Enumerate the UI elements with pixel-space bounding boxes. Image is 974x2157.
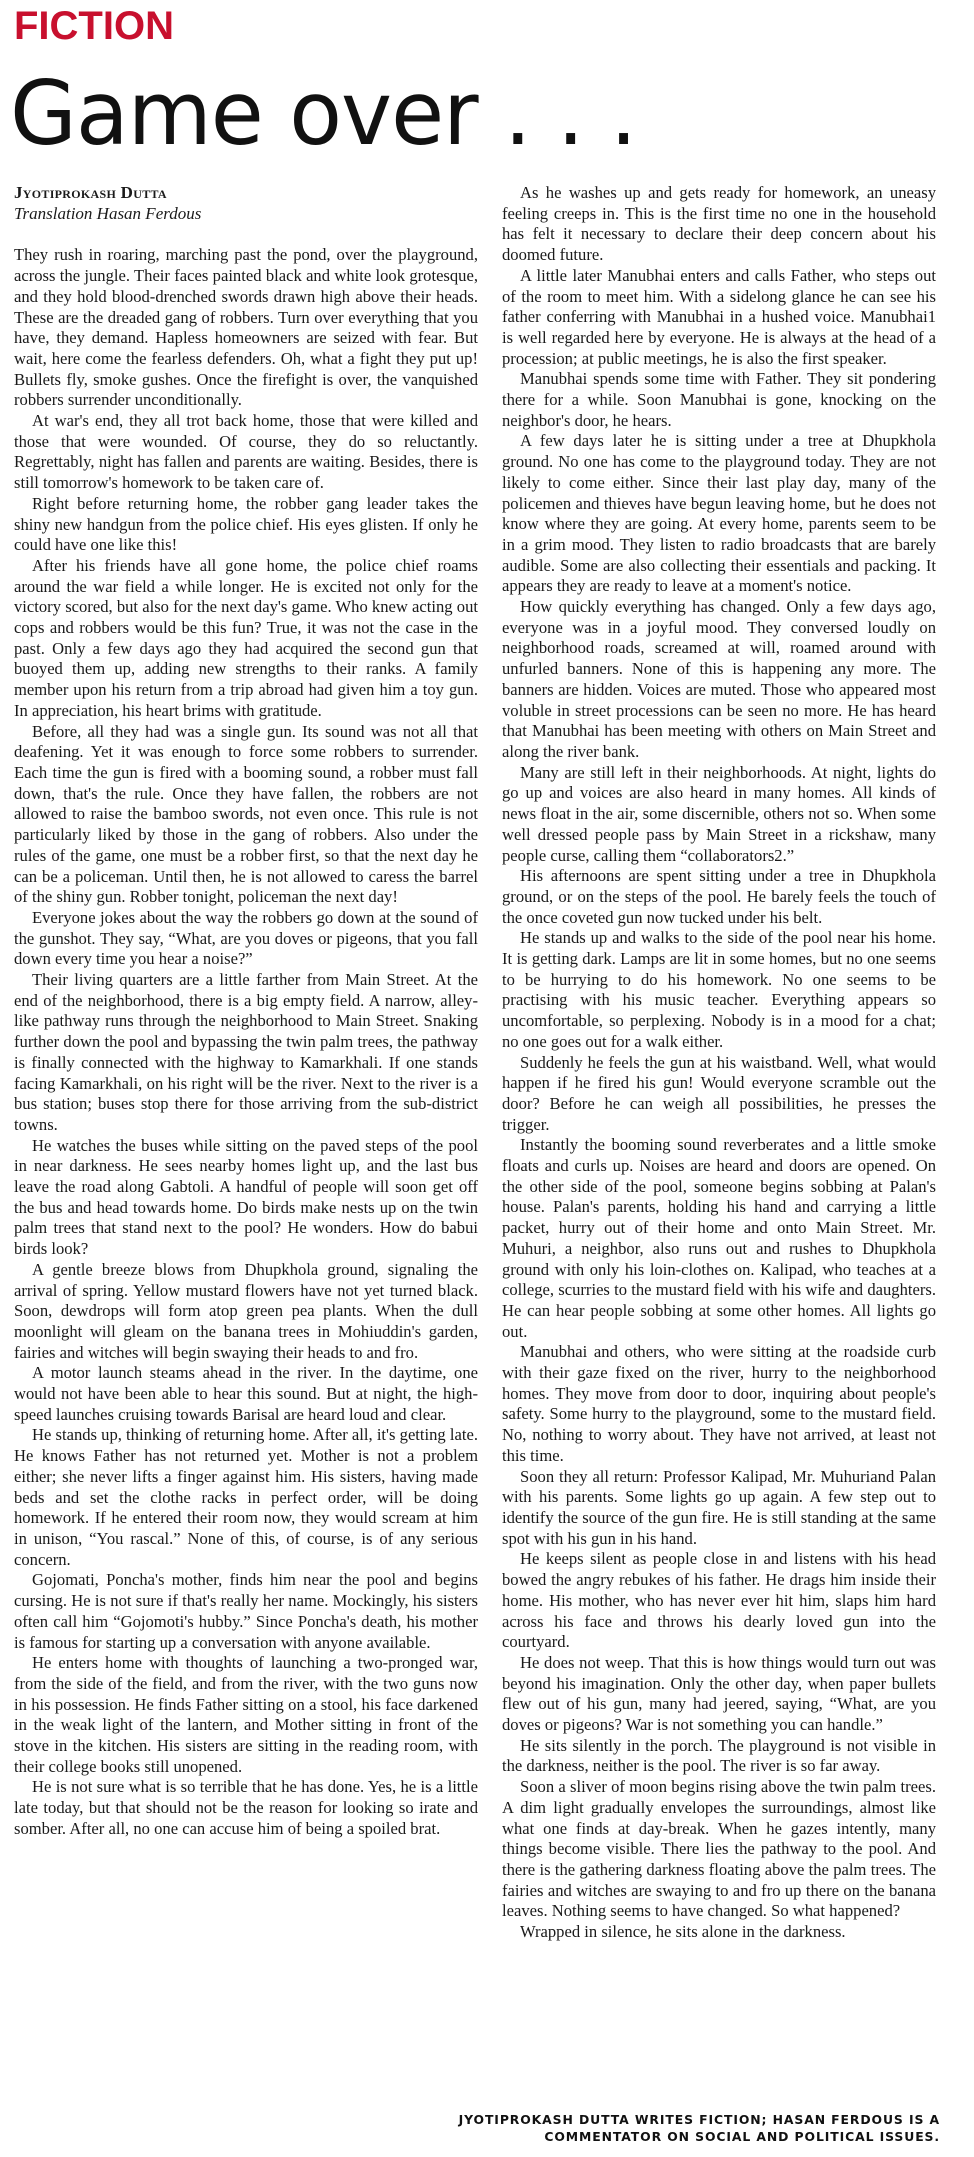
paragraph: He is not sure what is so terrible that he has done. Yes, he is a little late today, but that should not be the reason for looking so irate and somber. After all, no one can accuse him of being a spoiled brat. [14,1777,478,1838]
paragraph: Right before returning home, the robber gang leader takes the shiny new handgun from the police chief. His eyes glisten. If only he could have one like this! [14,493,478,555]
left-column [14,183,478,1840]
paragraph: Soon they all return: Professor Kalipad, Mr. Muhuriand Palan with his parents. Some lights go up again. A few step out to identify the source of the gun fire. He is still standing at the same spot with his gun in his hand. [502,1466,936,1548]
paragraph: He sits silently in the porch. The playground is not visible in the darkness, neither is the pool. The river is so far away. [502,1735,936,1776]
paragraph: At war's end, they all trot back home, those that were killed and those that were wounded. Of course, they do so reluctantly. Regrettably, night has fallen and parents are waiting. Besides, there is still tomorrow's homework to be taken care of. [14,411,478,493]
paragraph: His afternoons are spent sitting under a tree in Dhupkhola ground, or on the steps of the pool. He barely feels the touch of the once coveted gun now tucked under his belt. [502,866,936,927]
paragraph: A few days later he is sitting under a tree at Dhupkhola ground. No one has come to the playground today. They are not likely to come either. Since their last play day, many of the policemen and thieves have begun leaving home, but he does not know where they are going. At every home, parents seem to be in a grim mood. They listen to radio broadcasts that are barely audible. Some are also collecting their essentials and packing. It appears they are ready to leave at a moment's notice. [502,431,936,596]
right-column-body [502,183,936,1943]
paragraph: Manubhai and others, who were sitting at the roadside curb with their gaze fixed on the river, hurry to the neighborhood homes. They move from door to door, inquiring about people's safety. Some hurry to the playground, some to the mustard field. No, nothing to worry about. They have not arrived, at least not this time. [502,1342,936,1465]
paragraph: Wrapped in silence, he sits alone in the darkness. [520,1922,846,1942]
paragraph: Many are still left in their neighborhoods. At night, lights do go up and voices are also heard in many homes. All kinds of news float in the air, some discernible, others not so. When some well dressed people pass by Main Street in a rickshaw, many people curse, calling them “collaborators2.” [502,762,936,865]
paragraph: They rush in roaring, marching past the pond, over the playground, across the jungle. Their faces painted black and white look grotesque, and they hold blood-drenched swords drawn high above their heads. These are the dreaded gang of robbers. Turn over everything that you have, they demand. Hapless homeowners are seized with fear. But wait, here come the fearless defenders. Oh, what a fight they put up! Bullets fly, smoke gushes. Once the firefight is over, the vanquished robbers surrender unconditionally. [14,245,478,410]
author-byline: Jyotiprokash Dutta [14,183,167,202]
paragraph: Their living quarters are a little farther from Main Street. At the end of the neighborhood, there is a big empty field. A narrow, alley-like pathway runs through the neighborhood to Main Street. Snaking further down the pool and bypassing the twin palm trees, the pathway is finally connected with the highway to Kamarkhali. If one stands facing Kamarkhali, on his right will be the river. Next to the river is a bus station; buses stop there for those arriving from the sub-district towns. [14,970,478,1134]
right-column [502,183,936,1943]
paragraph: Suddenly he feels the gun at his waistband. Well, what would happen if he fired his gun! Would everyone scramble out the door? Before he can weigh all possibilities, he presses the trigger. [502,1052,936,1134]
paragraph: He keeps silent as people close in and listens with his head bowed the angry rebukes of his father. He drags him inside their home. His mother, who has never ever hit him, slaps him hard across his face and throws his dearly loved gun into the courtyard. [502,1549,936,1652]
paragraph: A gentle breeze blows from Dhupkhola ground, signaling the arrival of spring. Yellow mustard flowers have not yet turned black. Soon, dewdrops will form atop green pea plants. When the dull moonlight will gleam on the banana trees in Mohiuddin's garden, fairies and witches will begin swaying their heads to and fro. [14,1259,478,1362]
paragraph: He enters home with thoughts of launching a two-pronged war, from the side of the field, and from the river, with the two guns now in his possession. He finds Father sitting on a stool, his face darkened in the weak light of the lantern, and Mother sitting in front of the stove in the kitchen. His sisters are sitting in the reading room, with their college books still unopened. [14,1653,478,1776]
paragraph: A motor launch steams ahead in the river. In the daytime, one would not have been able to hear this sound. But at night, the high-speed launches cruising towards Barisal are heard loud and clear. [14,1363,478,1424]
paragraph: Everyone jokes about the way the robbers go down at the sound of the gunshot. They say, “What, are you doves or pigeons, that you fall down every time you hear a noise?” [14,907,478,969]
author-credit: JYOTIPROKASH DUTTA WRITES FICTION; HASAN FERDOUS IS A COMMENTATOR ON SOCIAL AND POLITICAL ISSUES. [458,2112,940,2144]
paragraph: Instantly the booming sound reverberates and a little smoke floats and curls up. Noises are heard and doors are opened. On the other side of the pool, someone begins sobbing at Palan's house. Palan's parents, holding his hand and carrying a little packet, hurry out of their home and onto Main Street. Mr. Muhuri, a neighbor, also runs out and rushes to Dhupkhola ground with only his loin-clothes on. Kalipad, who teaches at a college, scurries to the mustard field with his wife and daughters. He can hear people sobbing at some other homes. All lights go out. [502,1135,936,1341]
translator-byline: Translation Hasan Ferdous [14,203,202,223]
section-label: FICTION [14,4,174,48]
article-title: Game over . . . [10,62,637,165]
paragraph: A little later Manubhai enters and calls Father, who steps out of the room to meet him. With a sidelong glance he can see his father conferring with Manubhai in a hushed voice. Manubhai1 is well regarded here by everyone. He is always at the head of a procession; at public meetings, he is also the first speaker. [502,265,936,368]
paragraph: How quickly everything has changed. Only a few days ago, everyone was in a joyful mood. They conversed loudly on neighborhood roads, screamed at will, roamed around with unfurled banners. None of this is happening any more. The banners are hidden. Voices are muted. Those who appeared most voluble in street processions can be seen no more. He has heard that Manubhai has been meeting with others on Main Street and along the river bank. [502,597,936,761]
paragraph: After his friends have all gone home, the police chief roams around the war field a while longer. He is excited not only for the victory scored, but also for the next day's game. Who knew acting out cops and robbers would be this fun? True, it was not the case in the past. Only a few days ago they had acquired the second gun that buoyed them up, adding new strengths to their ranks. A family member upon his return from a trip abroad had given him a toy gun. In appreciation, his heart brims with gratitude. [14,555,478,720]
paragraph: Manubhai spends some time with Father. They sit pondering there for a while. Soon Manubhai is gone, knocking on the neighbor's door, he hears. [502,369,936,430]
paragraph: Gojomati, Poncha's mother, finds him near the pool and begins cursing. He is not sure if that's really her name. Mockingly, his sisters often call him “Gojomoti's hubby.” Since Poncha's death, his mother is famous for starting up a conversation with anyone available. [14,1570,478,1652]
left-column-body [14,245,478,1839]
paragraph: He does not weep. That this is how things would turn out was beyond his imagination. Only the other day, when paper bullets flew out of his gun, many had jeered, saying, “What, are you doves or pigeons? War is not something you can handle.” [502,1652,936,1735]
paragraph: Before, all they had was a single gun. Its sound was not all that deafening. Yet it was enough to force some robbers to surrender. Each time the gun is fired with a booming sound, a robber must fall down, that's the rule. Once they have fallen, the robbers are not allowed to raise the bamboo swords, not even once. This rule is not particularly liked by those in the gang of robbers. Also under the rules of the game, one must be a robber first, so that the next day he can be a policeman. Until then, he is not allowed to caress the barrel of the shiny gun. Robber tonight, policeman the next day! [14,721,478,907]
paragraph: Soon a sliver of moon begins rising above the twin palm trees. A dim light gradually envelopes the surroundings, almost like what one finds at day-break. When he gazes intently, many things become visible. There lies the pathway to the pool. And there is the gathering darkness floating above the palm trees. The fairies and witches are swaying to and fro up there on the banana leaves. Nothing seems to have changed. So what happened? [502,1777,936,1921]
paragraph: He watches the buses while sitting on the paved steps of the pool in near darkness. He sees nearby homes light up, and the last bus leave the road along Gabtoli. A handful of people will soon get off the bus and head towards home. Do birds make nests up on the twin palm trees that stand next to the pool? He wonders. How do babui birds look? [14,1135,478,1259]
paragraph: He stands up, thinking of returning home. After all, it's getting late. He knows Father has not returned yet. Mother is not a problem either; she never lifts a finger against him. His sisters, having made beds and set the clothe racks in perfect order, will be doing homework. If he entered their room now, they would scream at him in unison, “You rascal.” None of this, of course, is of any serious concern. [14,1425,478,1569]
paragraph: He stands up and walks to the side of the pool near his home. It is getting dark. Lamps are lit in some homes, but no one seems to be hurrying to do his homework. No one seems to be practising with his music teacher. Everything appears so uncomfortable, so perplexing. Nobody is in a mood for a chat; no one goes out for a walk either. [502,928,936,1051]
paragraph: As he washes up and gets ready for homework, an uneasy feeling creeps in. This is the first time no one in the household has felt it necessary to declare their deep concern about his doomed future. [502,183,936,265]
